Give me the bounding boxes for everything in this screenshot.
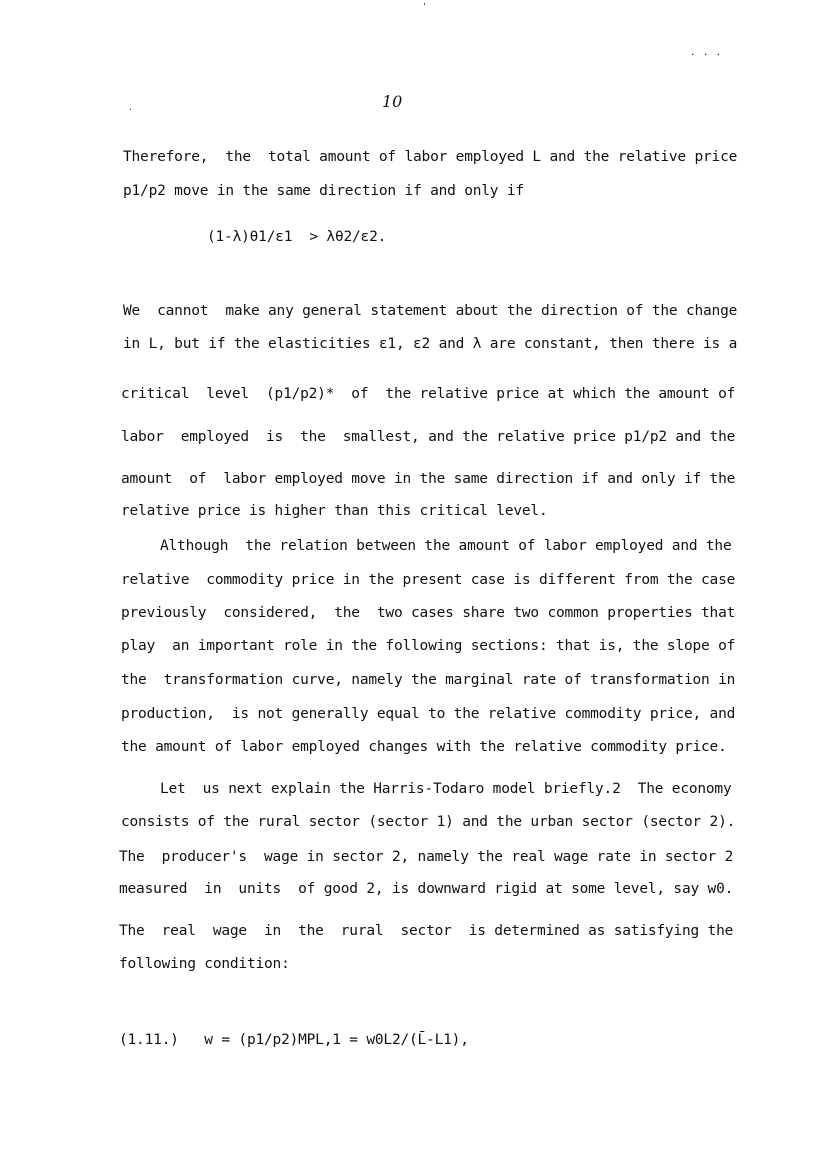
text-line: the amount of labor employed changes with the relative commodity price.: [121, 739, 727, 755]
text-line: Therefore, the total amount of labor employed L and the relative price: [123, 149, 738, 165]
equation-1-11: (1.11.) w = (p1/p2)MPL,1 = w0L2/(L̄-L1),: [119, 1032, 469, 1048]
corner-mark: . . .: [690, 48, 723, 58]
page-number: 10: [382, 92, 403, 111]
text-line: previously considered, the two cases share two common properties that: [121, 605, 736, 621]
text-line: measured in units of good 2, is downward rigid at some level, say w0.: [119, 881, 734, 897]
scan-speck: .: [128, 103, 133, 112]
text-line: p1/p2 move in the same direction if and only if: [123, 183, 524, 199]
text-line: The producer's wage in sector 2, namely the real wage rate in sector 2: [119, 849, 734, 865]
text-line: The real wage in the rural sector is determined as satisfying the: [119, 923, 734, 939]
scan-speck: ': [422, 2, 427, 11]
text-line: in L, but if the elasticities ε1, ε2 and λ are constant, then there is a: [123, 336, 738, 352]
paragraph-start-line: Let us next explain the Harris-Todaro model briefly.2 The economy: [160, 781, 732, 797]
text-line: the transformation curve, namely the marginal rate of transformation in: [121, 672, 736, 688]
text-line: production, is not generally equal to the relative commodity price, and: [121, 706, 736, 722]
text-line: consists of the rural sector (sector 1) and the urban sector (sector 2).: [121, 814, 736, 830]
text-line: labor employed is the smallest, and the relative price p1/p2 and the: [121, 429, 736, 445]
paragraph-start-line: Although the relation between the amount of labor employed and the: [160, 538, 732, 554]
text-line: relative commodity price in the present case is different from the case: [121, 572, 736, 588]
text-line: critical level (p1/p2)* of the relative price at which the amount of: [121, 386, 736, 402]
text-line: relative price is higher than this critical level.: [121, 503, 548, 519]
text-line: play an important role in the following sections: that is, the slope of: [121, 638, 736, 654]
text-line: following condition:: [119, 956, 290, 972]
text-line: amount of labor employed move in the same direction if and only if the: [121, 471, 736, 487]
inequality-line: (1-λ)θ1/ε1 > λθ2/ε2.: [207, 229, 387, 245]
text-line: We cannot make any general statement about the direction of the change: [123, 303, 738, 319]
